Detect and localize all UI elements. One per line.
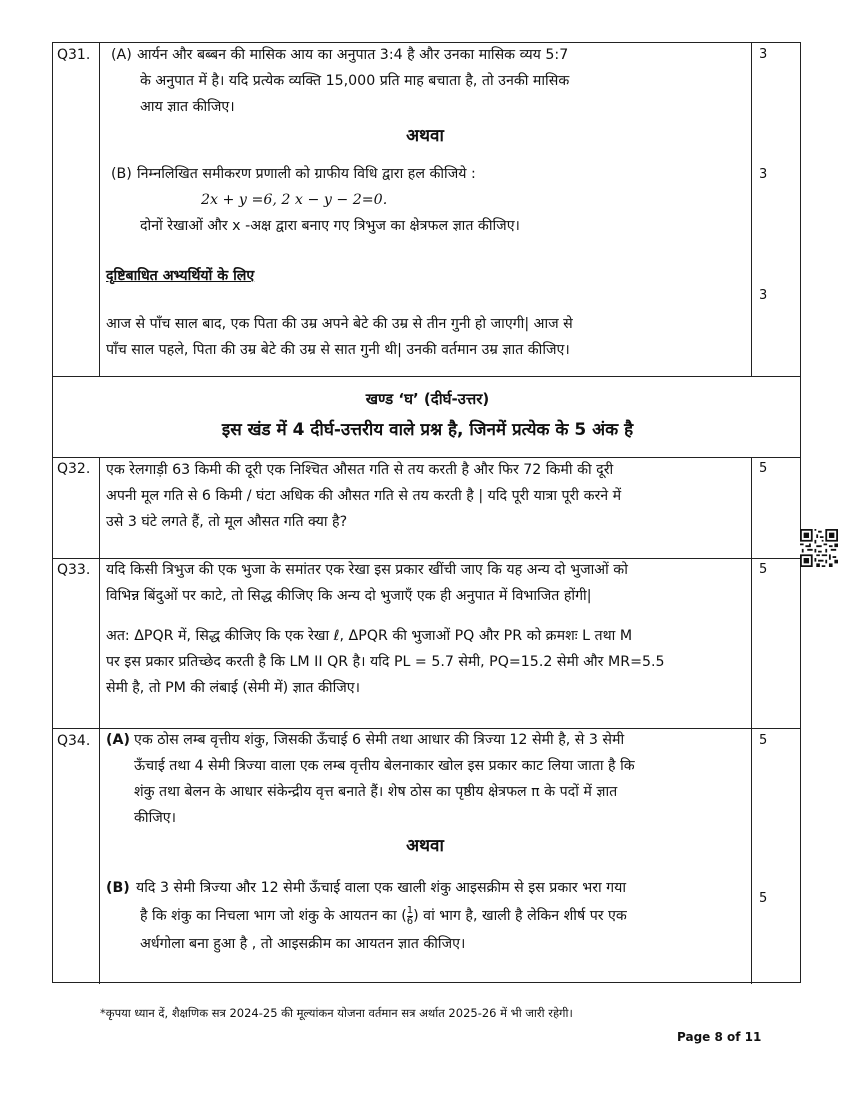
q34-b-line: (B) यदि 3 सेमी त्रिज्या और 12 सेमी ऊँचाई वाला एक खाली शंकु आइसक्रीम से इस प्रकार भरा गया — [106, 877, 626, 900]
q32-line: एक रेलगाड़ी 63 किमी की दूरी एक निश्चित औसत गति से तय करती है और फिर 72 किमी की दूरी — [106, 462, 614, 478]
marks: 3 — [759, 47, 768, 62]
divider — [751, 457, 752, 984]
q31-a-line: (A) आर्यन और बब्बन की मासिक आय का अनुपात 3:4 है और उनका मासिक व्यय 5:7 — [111, 44, 568, 67]
visually-impaired-heading: दृष्टिबाधित अभ्यर्थियों के लिए — [106, 268, 255, 284]
q33-line: यदि किसी त्रिभुज की एक भुजा के समांतर एक रेखा इस प्रकार खींची जाए कि यह अन्य दो भुजाओं को — [106, 562, 628, 578]
section-subtitle: इस खंड में 4 दीर्घ-उत्तरीय वाले प्रश्न है, जिनमें प्रत्येक के 5 अंक है — [221, 420, 634, 440]
section-title: खण्ड ‘घ’ (दीर्घ-उत्तर) — [365, 390, 490, 408]
question-number: Q32. — [57, 461, 91, 477]
divider — [53, 376, 800, 377]
q31-a-line: के अनुपात में है। यदि प्रत्येक व्यक्ति 15,000 प्रति माह बचाता है, तो उनकी मासिक — [140, 73, 570, 89]
page-number: Page 8 of 11 — [677, 1030, 762, 1044]
marks: 5 — [759, 891, 768, 906]
q31-b-line: दोनों रेखाओं और x -अक्ष द्वारा बनाए गए त्रिभुज का क्षेत्रफल ज्ञात कीजिए। — [140, 218, 520, 234]
question-number: Q31. — [57, 47, 91, 63]
q34-a-line: शंकु तथा बेलन के आधार संकेन्द्रीय वृत्त बनाते हैं। शेष ठोस का पृष्ठीय क्षेत्रफल π के पदों में ज्ञात — [134, 784, 618, 800]
qr-code-icon — [800, 529, 838, 567]
question-number: Q34. — [57, 733, 91, 749]
marks: 5 — [759, 733, 768, 748]
marks: 5 — [759, 461, 768, 476]
marks: 3 — [759, 288, 768, 303]
or-divider-text: अथवा — [406, 836, 444, 856]
q34-a-line: ऊँचाई तथा 4 सेमी त्रिज्या वाला एक लम्ब वृत्तीय बेलनाकार खोल इस प्रकार काट लिया जाता है कि — [134, 758, 635, 774]
fraction-numerator: 1 — [406, 904, 414, 916]
q31-a-line: आय ज्ञात कीजिए। — [140, 99, 235, 115]
q33-line: पर इस प्रकार प्रतिच्छेद करती है कि LM II QR है। यदि PL = 5.7 सेमी, PQ=15.2 सेमी और MR=5.5 — [106, 654, 665, 670]
q33-line: विभिन्न बिंदुओं पर काटे, तो सिद्ध कीजिए कि अन्य दो भुजाएँ एक ही अनुपात में विभाजित होंगी| — [106, 588, 592, 604]
q32-line: अपनी मूल गति से 6 किमी / घंटा अधिक की औसत गति से तय करती है | यदि पूरी यात्रा पूरी करने में — [106, 488, 622, 504]
q34-b-line: है कि शंकु का निचला भाग जो शंकु के आयतन का ( $\frac{1}{6}$ ) वां भाग है, खाली है लेकिन शीर्ष पर एक — [140, 904, 627, 927]
q33-line: सेमी है, तो PM की लंबाई (सेमी में) ज्ञात कीजिए। — [106, 680, 361, 696]
q31-b-line: (B) निम्नलिखित समीकरण प्रणाली को ग्राफीय विधि द्वारा हल कीजिये : — [111, 163, 476, 186]
divider — [99, 43, 100, 376]
divider — [751, 43, 752, 376]
q31-vi-line: पाँच साल पहले, पिता की उम्र बेटे की उम्र से सात गुनी थी| उनकी वर्तमान उम्र ज्ञात कीजिए। — [106, 342, 570, 358]
q34-a-line: कीजिए। — [134, 810, 176, 826]
option-label: (A) — [106, 732, 130, 748]
q34-a-line: (A) एक ठोस लम्ब वृत्तीय शंकु, जिसकी ऊँचाई 6 सेमी तथा आधार की त्रिज्या 12 सेमी है, से 3 सेमी — [106, 729, 624, 752]
marks: 5 — [759, 562, 768, 577]
option-label: (B) — [106, 880, 130, 896]
fraction-denominator: 6 — [406, 915, 414, 927]
question-number: Q33. — [57, 562, 91, 578]
q32-line: उसे 3 घंटे लगते हैं, तो मूल औसत गति क्या है? — [106, 514, 348, 530]
q31-vi-line: आज से पाँच साल बाद, एक पिता की उम्र अपने बेटे की उम्र से तीन गुनी हो जाएगी| आज से — [106, 316, 573, 332]
marks: 3 — [759, 167, 768, 182]
equation: 2x + y =6, 2 x − y − 2=0. — [201, 192, 388, 208]
option-label: (B) — [111, 166, 132, 182]
option-label: (A) — [111, 47, 132, 63]
or-divider-text: अथवा — [406, 126, 444, 146]
q34-b-line: अर्धगोला बना हुआ है , तो आइसक्रीम का आयतन ज्ञात कीजिए। — [140, 936, 466, 952]
divider — [53, 457, 800, 458]
q33-line: अत: ΔPQR में, सिद्ध कीजिए कि एक रेखा ℓ, ΔPQR की भुजाओं PQ और PR को क्रमशः L तथा M — [106, 628, 633, 644]
question-table — [52, 42, 801, 983]
divider — [99, 457, 100, 984]
footer-note: *कृपया ध्यान दें, शैक्षणिक सत्र 2024-25 की मूल्यांकन योजना वर्तमान सत्र अर्थात 2025-26 में भी जारी रहेगी। — [100, 1006, 573, 1020]
